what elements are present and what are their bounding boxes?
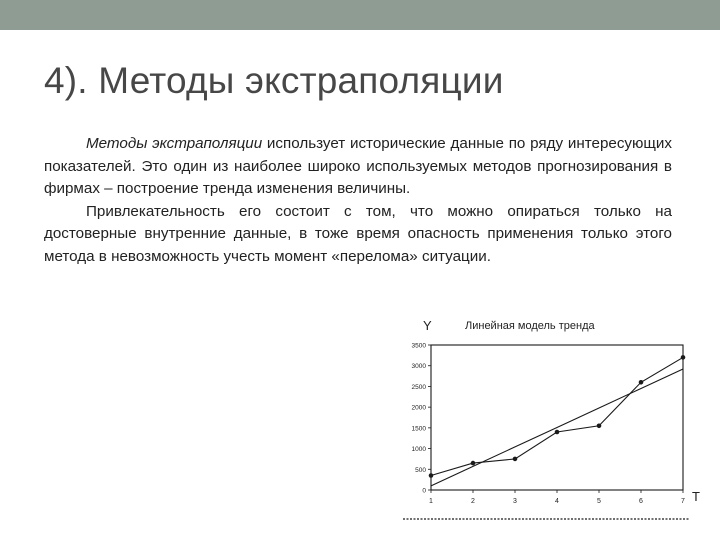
y-tick-label: 1500 — [411, 425, 426, 433]
x-tick-label: 5 — [597, 498, 601, 505]
y-tick-label: 2500 — [411, 383, 426, 391]
data-point — [639, 380, 644, 385]
x-tick-label: 1 — [429, 498, 433, 505]
y-tick-label: 0 — [422, 487, 426, 495]
data-point — [471, 461, 476, 466]
data-point — [555, 430, 560, 435]
y-tick-label: 1000 — [411, 446, 426, 454]
data-point — [681, 355, 686, 360]
x-tick-label: 3 — [513, 498, 517, 505]
y-tick-label: 500 — [415, 466, 426, 474]
trend-line — [431, 369, 683, 486]
chart-title: Линейная модель тренда — [465, 320, 595, 332]
top-accent-bar — [0, 0, 720, 30]
x-tick-label: 2 — [471, 498, 475, 505]
paragraph-2 — [44, 201, 672, 269]
x-axis-label: T — [692, 489, 700, 504]
data-point — [513, 457, 518, 462]
paragraph-1 — [44, 133, 672, 201]
slide-title: 4). Методы экстраполяции — [44, 60, 504, 101]
y-tick-label: 3500 — [411, 342, 426, 350]
x-tick-label: 4 — [555, 498, 559, 505]
y-tick-label: 3000 — [411, 363, 426, 371]
trend-chart — [385, 312, 720, 540]
paragraph-1-text: использует исторические данные по ряду интересующих показателей. Это один из наиболее широко используемых методов прогнозирования в фирмах – построение тренда изменения величины. — [44, 135, 672, 197]
paragraph-1-emphasis: Методы экстраполяции — [86, 135, 263, 152]
y-tick-label: 2000 — [411, 404, 426, 412]
actual-data-line — [431, 357, 683, 475]
paragraph-2-text: Привлекательность его состоит с том, что можно опираться только на достоверные внутренние данные, в тоже время опасность применения только этого метода в невозможность учесть момент «перелома» ситуации. — [44, 202, 672, 265]
x-tick-label: 7 — [681, 498, 685, 505]
data-point — [429, 473, 434, 478]
x-tick-label: 6 — [639, 498, 643, 505]
data-point — [597, 423, 602, 428]
y-axis-label: Y — [423, 318, 432, 333]
slide-body — [44, 133, 672, 268]
